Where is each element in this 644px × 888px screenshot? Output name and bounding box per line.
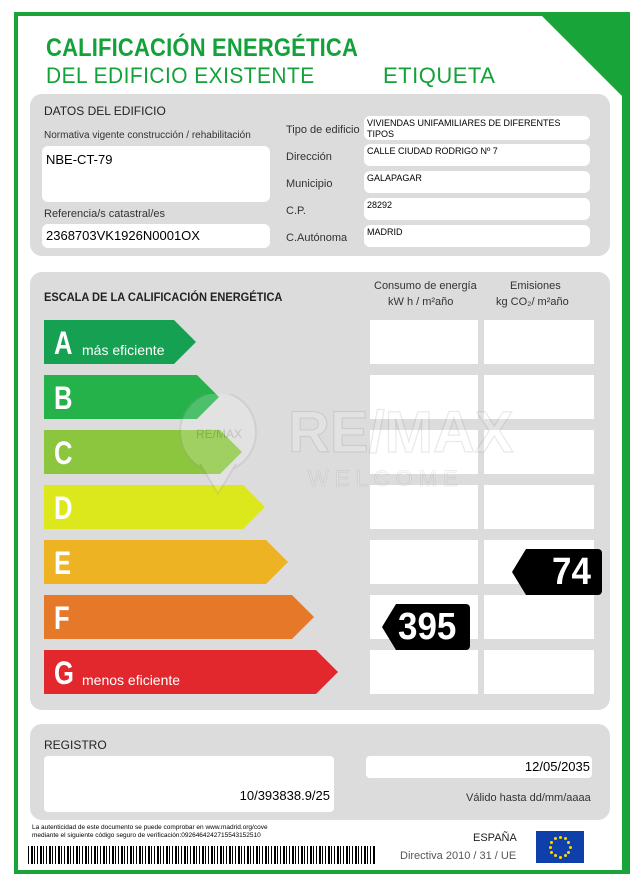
field-label-direccion: Dirección xyxy=(286,151,332,163)
emissions-marker xyxy=(512,549,604,595)
field-box-municipio xyxy=(364,171,590,193)
eu-star-icon xyxy=(567,841,570,844)
energy-bar-body xyxy=(44,485,243,529)
energy-bar-tip xyxy=(243,485,265,529)
normativa-box xyxy=(42,146,270,202)
building-section-title: DATOS DEL EDIFICIO xyxy=(44,104,166,118)
field-value-municipio: GALAPAGAR xyxy=(367,173,422,183)
consumption-cell-b xyxy=(370,375,478,419)
energy-bar-tip xyxy=(292,595,314,639)
field-label-cp: C.P. xyxy=(286,205,306,217)
emissions-cell-g xyxy=(484,650,594,694)
normativa-label: Normativa vigente construcción / rehabilitación xyxy=(44,130,251,141)
referencia-label: Referencia/s catastral/es xyxy=(44,208,166,220)
eu-flag-icon xyxy=(536,831,584,863)
registro-panel xyxy=(30,724,610,820)
eu-star-icon xyxy=(564,854,567,857)
emissions-cell-a xyxy=(484,320,594,364)
valid-until-label: Válido hasta dd/mm/aaaa xyxy=(466,792,591,804)
emissions-cell-d xyxy=(484,485,594,529)
consumption-cell-a xyxy=(370,320,478,364)
emissions-cell-b xyxy=(484,375,594,419)
corner-fold xyxy=(542,16,622,96)
field-label-municipio: Municipio xyxy=(286,178,333,190)
energy-bar-description: menos eficiente xyxy=(82,672,181,688)
field-value-direccion: CALLE CIUDAD RODRIGO Nº 7 xyxy=(367,146,498,156)
field-value-autonoma: MADRID xyxy=(367,227,403,237)
energy-bar-tip xyxy=(316,650,338,694)
energy-bar-letter: F xyxy=(54,600,70,636)
emissions-cell-c xyxy=(484,430,594,474)
eu-star-icon xyxy=(550,851,553,854)
title-line1: CALIFICACIÓN ENERGÉTICA xyxy=(46,34,359,62)
verification-note-2: mediante el siguiente código seguro de verificación:0926464242715543152510 xyxy=(32,832,261,839)
emissions-header-line1: Emisiones xyxy=(510,280,561,292)
eu-star-icon xyxy=(559,836,562,839)
energy-bar-letter: C xyxy=(54,435,73,471)
consumption-cell-d xyxy=(370,485,478,529)
consumption-marker xyxy=(382,604,472,650)
eu-star-icon xyxy=(550,841,553,844)
building-data-panel xyxy=(30,94,610,256)
registro-date-box xyxy=(366,756,592,778)
eu-star-icon xyxy=(559,856,562,859)
consumption-cell-c xyxy=(370,430,478,474)
consumption-header-line2: kW h / m²año xyxy=(388,296,454,308)
verification-note-1: La autenticidad de este documento se puede comprobar en www.madrid.org/cove xyxy=(32,824,268,831)
energy-bar-tip xyxy=(174,320,196,364)
scale-title: ESCALA DE LA CALIFICACIÓN ENERGÉTICA xyxy=(44,290,283,304)
field-label-tipo: Tipo de edificio xyxy=(286,124,360,136)
energy-bar-letter: B xyxy=(54,380,73,416)
etiqueta-label: ETIQUETA xyxy=(383,63,496,88)
field-value-tipo: VIVIENDAS UNIFAMILIARES DE DIFERENTES TIPOS xyxy=(367,118,561,139)
energy-bar-tip xyxy=(197,375,219,419)
energy-scale-panel xyxy=(30,272,610,710)
field-value-cp: 28292 xyxy=(367,200,393,210)
energy-bar-body xyxy=(44,595,292,639)
emissions-value: 74 xyxy=(552,551,591,593)
eu-star-icon xyxy=(554,837,557,840)
energy-bar-letter: E xyxy=(54,545,72,581)
consumption-cell-g xyxy=(370,650,478,694)
emissions-cell-f xyxy=(484,595,594,639)
registro-number: 10/393838.9/25 xyxy=(239,788,330,803)
energy-bar-tip xyxy=(220,430,242,474)
field-box-direccion xyxy=(364,144,590,166)
energy-bar-description: más eficiente xyxy=(82,342,165,358)
energy-bar-body xyxy=(44,540,266,584)
registro-title: REGISTRO xyxy=(44,738,107,752)
eu-star-icon xyxy=(549,846,552,849)
field-box-tipo xyxy=(364,116,590,140)
energy-bar-tip xyxy=(266,540,288,584)
field-box-cp xyxy=(364,198,590,220)
registro-number-box xyxy=(44,756,334,812)
field-box-autonoma xyxy=(364,225,590,247)
title-line2: DEL EDIFICIO EXISTENTE xyxy=(46,63,315,88)
consumption-header-line1: Consumo de energía xyxy=(374,280,477,292)
registro-date: 12/05/2035 xyxy=(524,759,590,774)
country-label: ESPAÑA xyxy=(473,832,517,844)
energy-bar-letter: D xyxy=(54,490,73,526)
label-inner xyxy=(18,16,622,870)
eu-star-icon xyxy=(554,854,557,857)
field-label-autonoma: C.Autónoma xyxy=(286,232,348,244)
emissions-header-line2: kg CO₂/ m²año xyxy=(496,296,569,308)
energy-bar-letter: G xyxy=(54,655,74,691)
referencia-box xyxy=(42,224,270,248)
eu-star-icon xyxy=(569,846,572,849)
eu-star-icon xyxy=(564,837,567,840)
normativa-value: NBE-CT-79 xyxy=(46,152,113,167)
consumption-value: 395 xyxy=(398,606,457,648)
eu-star-icon xyxy=(567,851,570,854)
barcode xyxy=(28,846,376,864)
emissions-marker-tip xyxy=(512,549,526,595)
referencia-value: 2368703VK1926N0001OX xyxy=(46,228,200,243)
directive-label: Directiva 2010 / 31 / UE xyxy=(400,850,517,862)
energy-bar-letter: A xyxy=(54,325,73,361)
label-frame xyxy=(14,12,630,874)
consumption-cell-e xyxy=(370,540,478,584)
consumption-marker-tip xyxy=(382,604,396,650)
